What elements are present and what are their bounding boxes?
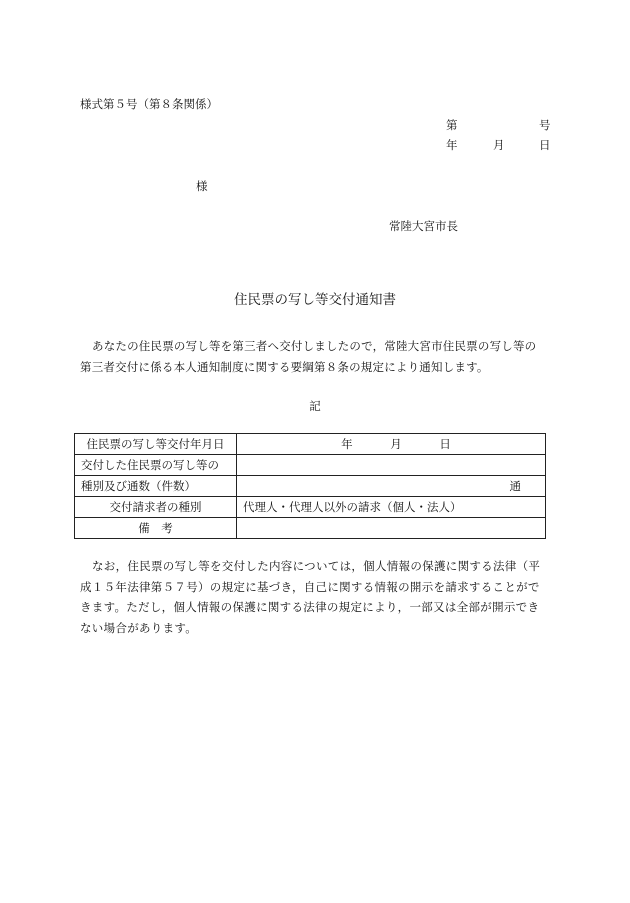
document-number-suffix: 号	[539, 118, 551, 132]
document-type-value	[237, 455, 546, 476]
table-row	[75, 434, 546, 455]
table-row	[75, 497, 546, 518]
issue-date-day-label: 日	[539, 138, 551, 152]
remarks-label: 備 考	[75, 518, 237, 539]
requester-type-value: 代理人・代理人以外の請求（個人・法人）	[237, 497, 546, 518]
table-row	[75, 455, 546, 476]
record-heading: 記	[309, 399, 321, 413]
issue-date-year-label: 年	[446, 138, 458, 152]
form-number: 様式第５号（第８条関係）	[80, 97, 218, 111]
issue-date-year: 年	[341, 437, 353, 451]
table-row	[75, 476, 546, 497]
document-type-label-line1: 交付した住民票の写し等の	[75, 455, 237, 476]
document-number-label: 第	[446, 118, 458, 132]
issue-date-value	[237, 434, 546, 455]
document-title: 住民票の写し等交付通知書	[234, 292, 396, 308]
document-type-label-line2: 種別及び通数（件数）	[75, 476, 237, 497]
issue-date-label: 住民票の写し等交付年月日	[75, 434, 237, 455]
issue-date-day: 日	[439, 437, 451, 451]
recipient-honorific: 様	[196, 179, 208, 193]
issue-date-month: 月	[390, 437, 402, 451]
issuer-name: 常陸大宮市長	[389, 219, 458, 233]
notice-body: あなたの住民票の写し等を第三者へ交付しましたので，常陸大宮市住民票の写し等の第三者交付に係る本人通知制度に関する要綱第８条の規定により通知します。	[80, 339, 537, 374]
remarks-value	[237, 518, 546, 539]
requester-type-label: 交付請求者の種別	[75, 497, 237, 518]
issue-date-month-label: 月	[493, 138, 505, 152]
disclosure-note: なお，住民票の写し等を交付した内容については，個人情報の保護に関する法律（平成１５年法律第５７号）の規定に基づき，自己に関する情報の開示を請求することができます。ただし，個人情報の保護に関する法律の規定により，一部又は全部が開示できない場合があります。	[80, 559, 541, 635]
copies-unit: 通	[237, 476, 546, 497]
table-row	[75, 518, 546, 539]
issuance-detail-table	[74, 433, 546, 539]
